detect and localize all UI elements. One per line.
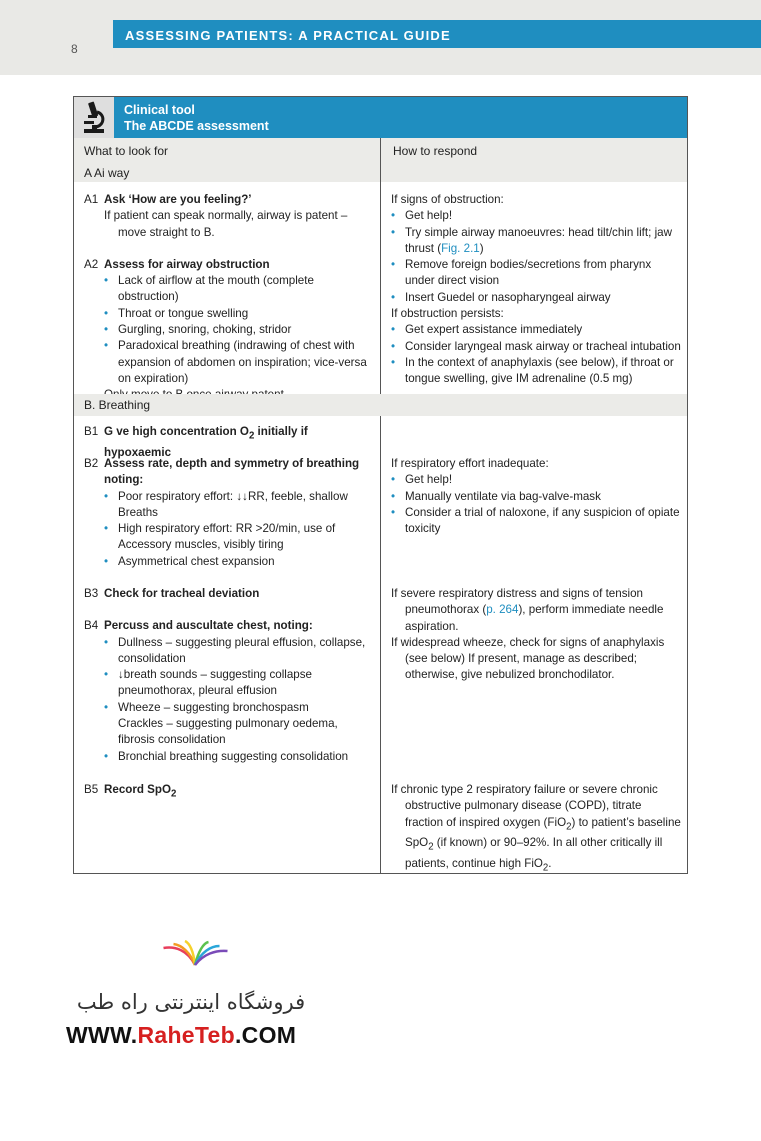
b4-item: • Dullness – suggesting pleural effusion, collapse, consolidation (104, 635, 374, 668)
respond-item: • Try simple airway manoeuvres: head tilt/chin lift; jaw thrust (Fig. 2.1) (391, 225, 681, 258)
b2-respond-intro: If respiratory effort inadequate: (391, 457, 549, 470)
b5-cell: B5 Record SpO$_2$ (84, 782, 374, 803)
running-header: ASSESSING PATIENTS: A PRACTICAL GUIDE (113, 20, 761, 48)
b2-item: • Poor respiratory effort: ↓↓RR, feeble, shallow Breaths (104, 489, 374, 522)
b5-respond: If chronic type 2 respiratory failure or severe chronic obstructive pulmonary disease (COPD), titrate fraction of inspired oxygen (FiO$_2$) to patient’s baseline SpO$_2$ (if known) or 90–92%. In all other critically ill patients, continue high FiO$_2$. (391, 783, 681, 874)
respond-item: • Get help! (391, 472, 681, 488)
b1-cell: B1 G ve high concentration $O_2$ initially if hypoxaemic (84, 424, 374, 461)
col-right-heading: How to respond (393, 144, 478, 158)
book-logo-icon (60, 940, 330, 995)
watermark-persian-text: فروشگاه اینترنتی راه طب (76, 990, 306, 1014)
airway-respond-intro: If signs of obstruction: (391, 193, 504, 206)
tool-icon-box (74, 97, 114, 138)
a1-text: If patient can speak normally, airway is patent – move straight to B. (104, 209, 348, 239)
clinical-tool-box (73, 96, 688, 874)
respond-item: • Get expert assistance immediately (391, 322, 681, 338)
page-number: 8 (71, 42, 78, 56)
section-breathing-heading: B. Breathing (84, 398, 151, 412)
respond-item: • Get help! (391, 208, 681, 224)
b5-right-cell (391, 782, 681, 874)
b3-respond: If severe respiratory distress and signs of tension pneumothorax (p. 264), perform immediate needle aspiration. (391, 587, 664, 633)
airway-persists: If obstruction persists: (391, 307, 504, 321)
b2-right-cell (391, 456, 681, 537)
section-breathing-band (74, 394, 687, 416)
fig-link[interactable]: Fig. 2.1 (441, 241, 480, 255)
a2-item: • Lack of airflow at the mouth (complete obstruction) (104, 273, 374, 306)
tool-title (124, 102, 269, 134)
tool-label: Clinical tool (124, 103, 195, 117)
section-airway-heading: A Ai way (84, 166, 130, 180)
b2-item: • Asymmetrical chest expansion (104, 554, 374, 570)
microscope-icon (81, 101, 107, 134)
airway-left-cell (84, 192, 374, 404)
a2-item: • Paradoxical breathing (indrawing of chest with expansion of abdomen on inspiration; vice-versa on expiration) (104, 338, 374, 387)
b4-item: • Bronchial breathing suggesting consolidation (104, 749, 374, 765)
respond-item: • Insert Guedel or nasopharyngeal airway (391, 290, 681, 306)
a1-heading: A1 Ask ‘How are you feeling?’ (84, 193, 252, 206)
b5-title: Record SpO$_2$ (104, 783, 177, 800)
b2-item: • High respiratory effort: RR >20/min, use of Accessory muscles, visibly tiring (104, 521, 374, 554)
b3-title: Check for tracheal deviation (104, 587, 260, 600)
page-link[interactable]: p. 264 (486, 603, 519, 617)
watermark-url: WWW.RaheTeb.COM (66, 1022, 297, 1048)
b3-b4-right-cell (391, 586, 681, 684)
tool-header (74, 97, 687, 138)
b2-left-cell: B2 Assess rate, depth and symmetry of breathing noting: • Poor respiratory effort: ↓↓RR, feeble, shallow Breaths • High respiratory effort: RR >20/min, use of Accessory muscles, visibly tiring • Asymmetrical chest expansion (84, 456, 374, 570)
respond-item: • Manually ventilate via bag-valve-mask (391, 489, 681, 505)
respond-item: • Remove foreign bodies/secretions from pharynx under direct vision (391, 257, 681, 290)
a2-item: • Gurgling, snoring, choking, stridor (104, 322, 374, 338)
b4-item: • Wheeze – suggesting bronchospasm (104, 700, 374, 716)
respond-item: • Consider a trial of naloxone, if any suspicion of opiate toxicity (391, 505, 681, 538)
b1-title: G ve high concentration $O_2$ initially if hypoxaemic (104, 425, 308, 459)
b2-title: Assess rate, depth and symmetry of breathing noting: (104, 457, 360, 487)
col-left-heading: What to look for (84, 144, 169, 158)
airway-right-cell (391, 192, 681, 388)
b4-title: Percuss and auscultate chest, noting: (104, 619, 313, 633)
respond-item: • Consider laryngeal mask airway or tracheal intubation (391, 339, 681, 355)
a2-heading: A2 Assess for airway obstruction (84, 257, 270, 271)
column-divider (380, 138, 381, 874)
b4-crackles: Crackles – suggesting pulmonary oedema, fibrosis consolidation (118, 717, 338, 747)
tool-name: The ABCDE assessment (124, 119, 269, 133)
b4-item: • ↓breath sounds – suggesting collapse pneumothorax, pleural effusion (104, 667, 374, 700)
a2-item: • Throat or tongue swelling (104, 306, 374, 322)
b3-b4-left-cell: B3 Check for tracheal deviation B4 Percuss and auscultate chest, noting: • Dullness – suggesting pleural effusion, collapse, consolidation • ↓breath sounds – suggesting collapse pneumothorax, pleural effusion • Wheeze – suggesting bronchospasm Crackles – suggesting pulmonary oedema, fibrosis consolidation • Bronchial breathing suggesting consolidation (84, 586, 374, 765)
b4-respond: If widespread wheeze, check for signs of anaphylaxis (see below) If present, manage as described; otherwise, give nebulized bronchodilator. (391, 635, 665, 682)
respond-item: • In the context of anaphylaxis (see below), if throat or tongue swelling, give IM adrenaline (0.5 mg) (391, 355, 681, 388)
